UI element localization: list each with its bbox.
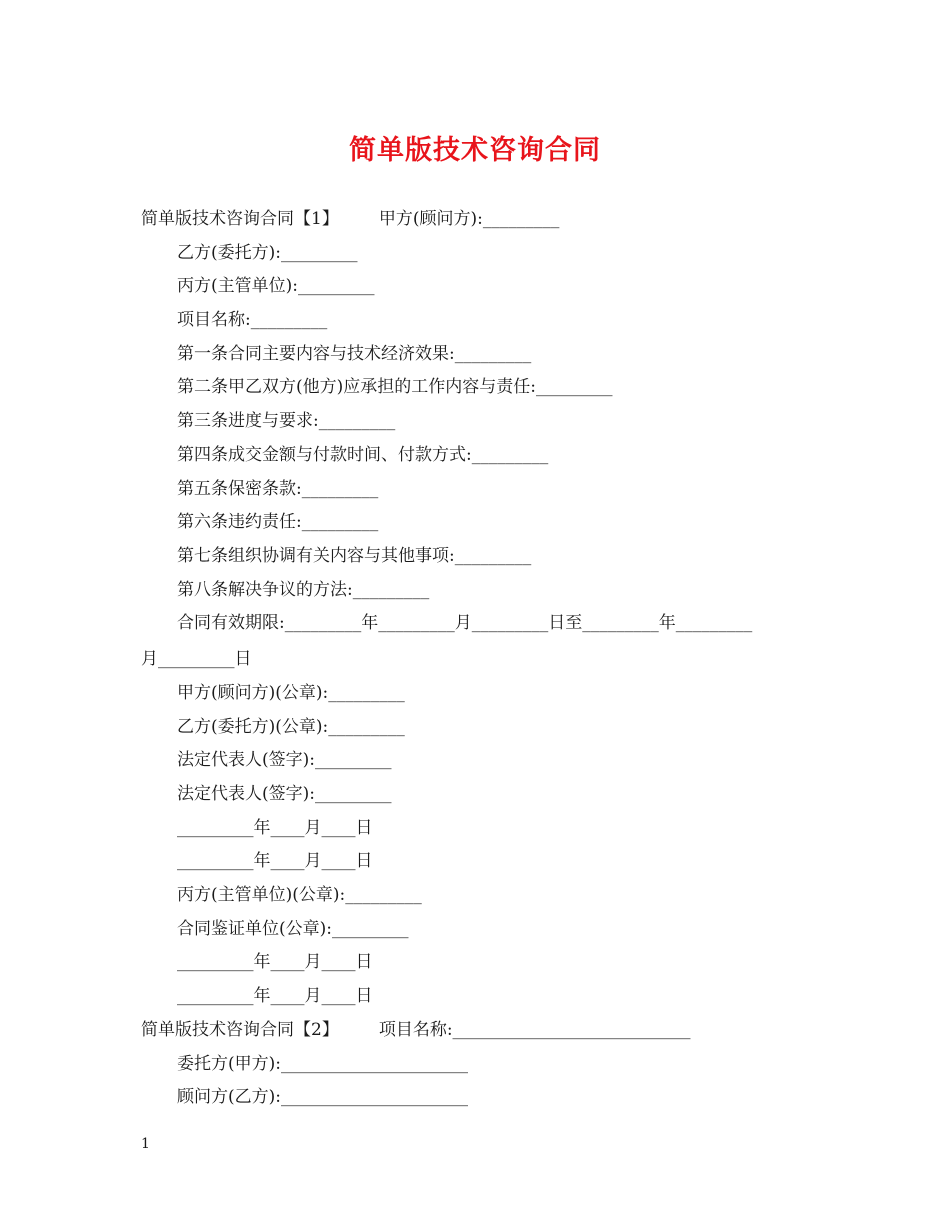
contract-line bbox=[141, 540, 831, 574]
contract-line-text: 第八条解决争议的方法:_________ bbox=[177, 579, 430, 600]
contract-line bbox=[141, 1014, 831, 1048]
contract-line bbox=[141, 1048, 831, 1082]
contract-line bbox=[141, 677, 831, 711]
contract-line bbox=[141, 371, 831, 405]
contract-line-text: 第七条组织协调有关内容与其他事项:_________ bbox=[177, 545, 532, 566]
contract-line bbox=[141, 405, 831, 439]
contract-line-text: 乙方(委托方)(公章):_________ bbox=[177, 716, 405, 737]
contract-line-text: 法定代表人(签字):_________ bbox=[177, 750, 392, 771]
contract-line bbox=[141, 338, 831, 372]
contract-line-text: 甲方(顾问方)(公章):_________ bbox=[177, 682, 405, 703]
contract-line-tail: 项目名称:____________________________ bbox=[378, 1019, 691, 1040]
contract-line-text: 简单版技术咨询合同【1】 bbox=[141, 209, 339, 229]
page-number: 1 bbox=[141, 1136, 150, 1152]
document-title: 简单版技术咨询合同 bbox=[349, 135, 601, 166]
contract-line-text: 丙方(主管单位):_________ bbox=[177, 276, 375, 297]
contract-line bbox=[141, 946, 831, 980]
contract-line-text: 第五条保密条款:_________ bbox=[177, 478, 379, 499]
contract-line bbox=[141, 304, 831, 338]
contract-line-text: 合同鉴证单位(公章):_________ bbox=[177, 918, 409, 939]
contract-line bbox=[141, 711, 831, 745]
contract-line-text: _________年____月____日 bbox=[177, 986, 373, 1007]
contract-line-text: 第一条合同主要内容与技术经济效果:_________ bbox=[177, 343, 532, 364]
contract-line-text: 简单版技术咨询合同【2】 bbox=[141, 1019, 339, 1040]
contract-line bbox=[141, 270, 831, 304]
contract-line-tail: 甲方(顾问方):_________ bbox=[378, 209, 560, 229]
contract-line bbox=[141, 845, 831, 879]
contract-line bbox=[141, 879, 831, 913]
contract-line bbox=[141, 980, 831, 1014]
contract-line bbox=[141, 237, 831, 271]
contract-line bbox=[141, 574, 831, 608]
contract-line bbox=[141, 778, 831, 812]
contract-line-text: 顾问方(乙方):______________________ bbox=[177, 1087, 468, 1108]
contract-line-text: 第四条成交金额与付款时间、付款方式:_________ bbox=[177, 444, 549, 465]
contract-body bbox=[141, 203, 831, 1115]
contract-line bbox=[141, 607, 831, 643]
contract-line-text: 第二条甲乙双方(他方)应承担的工作内容与责任:_________ bbox=[177, 377, 613, 398]
contract-line-text: 项目名称:_________ bbox=[177, 310, 328, 331]
contract-line bbox=[141, 643, 831, 677]
contract-line-text: 丙方(主管单位)(公章):_________ bbox=[177, 885, 422, 906]
contract-line bbox=[141, 913, 831, 947]
contract-line-text: 第六条违约责任:_________ bbox=[177, 512, 379, 533]
contract-line-text: 乙方(委托方):_________ bbox=[177, 242, 358, 263]
contract-line bbox=[141, 506, 831, 540]
contract-line bbox=[141, 203, 831, 237]
contract-line bbox=[141, 473, 831, 507]
contract-line-text: _________年____月____日 bbox=[177, 952, 373, 973]
contract-line bbox=[141, 439, 831, 473]
contract-line bbox=[141, 744, 831, 778]
contract-line-text: 委托方(甲方):______________________ bbox=[177, 1053, 468, 1074]
contract-line-text: _________年____月____日 bbox=[177, 851, 373, 872]
contract-line-text: _________年____月____日 bbox=[177, 817, 373, 838]
contract-line-text: 月_________日 bbox=[141, 649, 252, 670]
contract-line-text: 第三条进度与要求:_________ bbox=[177, 411, 396, 432]
contract-line bbox=[141, 812, 831, 846]
contract-line-text: 合同有效期限:_________年_________月_________日至_________年_________ bbox=[177, 613, 753, 634]
contract-line bbox=[141, 1081, 831, 1115]
contract-line-text: 法定代表人(签字):_________ bbox=[177, 784, 392, 804]
